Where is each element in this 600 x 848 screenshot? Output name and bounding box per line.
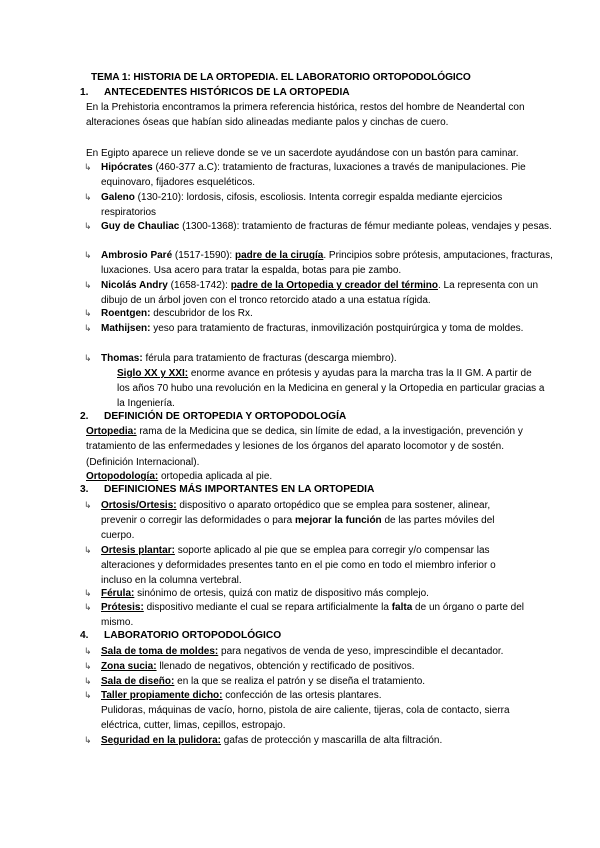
siglo-text: enorme avance en prótesis y ayudas para la marcha tras la II GM. A partir de los años 70 hubo una revolución en la Medicina en general y la Ortopedia en particular gracias a la Ingeniería.: [117, 368, 545, 409]
paragraph-siglo: [117, 366, 547, 411]
room-text: para negativos de venda de yeso, imprescindible el decantador.: [218, 646, 504, 657]
term-text: dispositivo o aparato ortopédico que se emplea para sostener, alinear, prevenir o corregir las deformidades o para: [101, 500, 491, 526]
list-item: [84, 190, 554, 220]
item-text: yeso para tratamiento de fracturas, inmovilización postquirúrgica y toma de moldes.: [150, 323, 524, 334]
term-label: Ortosis/Ortesis:: [101, 500, 177, 511]
term-text: sinónimo de ortesis, quizá con matiz de dispositivo más complejo.: [134, 588, 429, 599]
list-item: [84, 498, 524, 543]
list-item: [84, 321, 554, 336]
item-text: descubridor de los Rx.: [150, 308, 253, 319]
item-emphasis: padre de la Ortopedia y creador del término: [230, 280, 438, 291]
item-name: Galeno: [101, 192, 135, 203]
room-text: confección de las ortesis plantares.: [222, 690, 382, 701]
paragraph-ortopedia: [86, 424, 536, 470]
item-name: Ambrosio Paré: [101, 250, 173, 261]
room-label: Sala de toma de moldes:: [101, 646, 219, 657]
item-text: (1300-1368): tratamiento de fracturas de fémur mediante poleas, vendajes y pesas.: [179, 221, 552, 232]
list-item: [84, 219, 554, 234]
item-name: Thomas:: [101, 353, 143, 364]
list-item: [84, 543, 524, 588]
item-emphasis: padre de la cirugía: [234, 250, 324, 261]
item-text: (1658-1742):: [167, 280, 231, 291]
item-text: . La representa con un dibujo de un árbol joven con el tronco retorcido atado a una estatua rígida.: [101, 280, 539, 306]
item-name: Nicolás Andry: [101, 280, 168, 291]
arrow-bullet-icon: ↳: [84, 500, 92, 510]
item-text: . Principios sobre prótesis, amputaciones, fracturas, luxaciones. Usa acero para tratar la espalda, botas para pie zambo.: [101, 250, 553, 276]
room-label: Taller propiamente dicho:: [101, 690, 223, 701]
list-item: [84, 586, 554, 601]
list-item: [84, 160, 554, 190]
item-name: Hipócrates: [101, 162, 153, 173]
list-item: [84, 600, 534, 630]
section-number: 1.: [80, 87, 89, 98]
term-label: Ortesis plantar:: [101, 545, 175, 556]
term-bold: falta: [391, 602, 413, 613]
section-number: 4.: [80, 630, 89, 641]
room-label: Seguridad en la pulidora:: [101, 735, 222, 746]
list-item: [84, 688, 554, 703]
taller-detail: Pulidoras, máquinas de vacío, horno, pistola de aire caliente, tijeras, cola de contacto, sierra eléctrica, cutter, limas, cepillos, estropajo.: [101, 705, 510, 731]
item-name: Roentgen:: [101, 308, 151, 319]
list-item: [84, 644, 554, 659]
arrow-bullet-icon: ↳: [84, 661, 92, 671]
arrow-bullet-icon: ↳: [84, 323, 92, 333]
section-title: DEFINICIONES MÁS IMPORTANTES EN LA ORTOPEDIA: [104, 484, 375, 495]
item-text: (130-210): lordosis, cifosis, escoliosis. Intenta corregir espalda mediante ejercicios respiratorios: [101, 192, 503, 218]
section-1-heading: [80, 87, 350, 98]
item-text: (1517-1590):: [172, 250, 235, 261]
paragraph-egipto: En Egipto aparece un relieve donde se ve un sacerdote ayudándose con un bastón para caminar.: [86, 148, 519, 159]
term-label: Prótesis:: [101, 602, 144, 613]
arrow-bullet-icon: ↳: [84, 545, 92, 555]
page-title: TEMA 1: HISTORIA DE LA ORTOPEDIA. EL LABORATORIO ORTOPODOLÓGICO: [91, 72, 471, 83]
room-text: gafas de protección y mascarilla de alta filtración.: [221, 735, 443, 746]
item-text: (460-377 a.C): tratamiento de fracturas, luxaciones a través de manipulaciones. Pie equinovaro, fijadores esqueléticos.: [101, 162, 526, 188]
list-item: [84, 659, 554, 674]
list-item: [84, 351, 554, 366]
room-text: en la que se realiza el patrón y se diseña el tratamiento.: [174, 676, 426, 687]
paragraph-ortopodologia: [86, 469, 546, 484]
section-title: DEFINICIÓN DE ORTOPEDIA Y ORTOPODOLOGÍA: [104, 411, 347, 422]
ortopedia-text: rama de la Medicina que se dedica, sin límite de edad, a la investigación, prevención y tratamiento de las enfermedades y lesiones de los órganos del aparato locomotor y de sostén. (Definición Internacional).: [86, 426, 523, 468]
list-item: [84, 248, 554, 278]
arrow-bullet-icon: ↳: [84, 308, 92, 318]
paragraph-prehistoria: En la Prehistoria encontramos la primera referencia histórica, restos del hombre de Neandertal con alteraciones óseas que habían sido alineadas mediante palos y cinchas de cuero.: [86, 102, 525, 129]
section-2-heading: [80, 411, 346, 422]
term-text: dispositivo mediante el cual se repara artificialmente la: [143, 602, 392, 613]
ortopodologia-label: Ortopodología:: [86, 471, 159, 482]
section-number: 2.: [80, 411, 89, 422]
room-label: Zona sucia:: [101, 661, 157, 672]
ortopodologia-text: ortopedia aplicada al pie.: [158, 471, 273, 482]
arrow-bullet-icon: ↳: [84, 250, 92, 260]
arrow-bullet-icon: ↳: [84, 735, 92, 745]
arrow-bullet-icon: ↳: [84, 221, 92, 231]
arrow-bullet-icon: ↳: [84, 280, 92, 290]
room-text: llenado de negativos, obtención y rectificado de positivos.: [156, 661, 415, 672]
item-name: Guy de Chauliac: [101, 221, 180, 232]
section-3-heading: [80, 484, 374, 495]
term-text: de las partes móviles del cuerpo.: [101, 515, 495, 541]
section-title: LABORATORIO ORTOPODOLÓGICO: [104, 630, 282, 641]
term-text: soporte aplicado al pie que se emplea para corregir y/o compensar las alteraciones y deformidades presentes tanto en el pie como en todo el miembro inferior o incluso en la columna vertebral.: [101, 545, 496, 586]
term-text: de un órgano o parte del mismo.: [101, 602, 525, 628]
room-label: Sala de diseño:: [101, 676, 175, 687]
arrow-bullet-icon: ↳: [84, 588, 92, 598]
section-title: ANTECEDENTES HISTÓRICOS DE LA ORTOPEDIA: [104, 87, 350, 98]
term-bold: mejorar la función: [294, 515, 382, 526]
section-4-heading: [80, 630, 281, 641]
ortopedia-label: Ortopedia:: [86, 426, 137, 437]
arrow-bullet-icon: ↳: [84, 353, 92, 363]
term-label: Férula:: [101, 588, 135, 599]
list-item: [84, 306, 554, 321]
arrow-bullet-icon: ↳: [84, 690, 92, 700]
arrow-bullet-icon: ↳: [84, 192, 92, 202]
siglo-label: Siglo XX y XXI:: [117, 368, 189, 379]
arrow-bullet-icon: ↳: [84, 646, 92, 656]
arrow-bullet-icon: ↳: [84, 676, 92, 686]
list-item: [84, 733, 554, 748]
arrow-bullet-icon: ↳: [84, 162, 92, 172]
section-number: 3.: [80, 484, 89, 495]
list-item: [84, 674, 554, 689]
arrow-bullet-icon: ↳: [84, 602, 92, 612]
list-item: [84, 278, 554, 308]
item-name: Mathijsen:: [101, 323, 151, 334]
item-text: férula para tratamiento de fracturas (descarga miembro).: [142, 353, 397, 364]
